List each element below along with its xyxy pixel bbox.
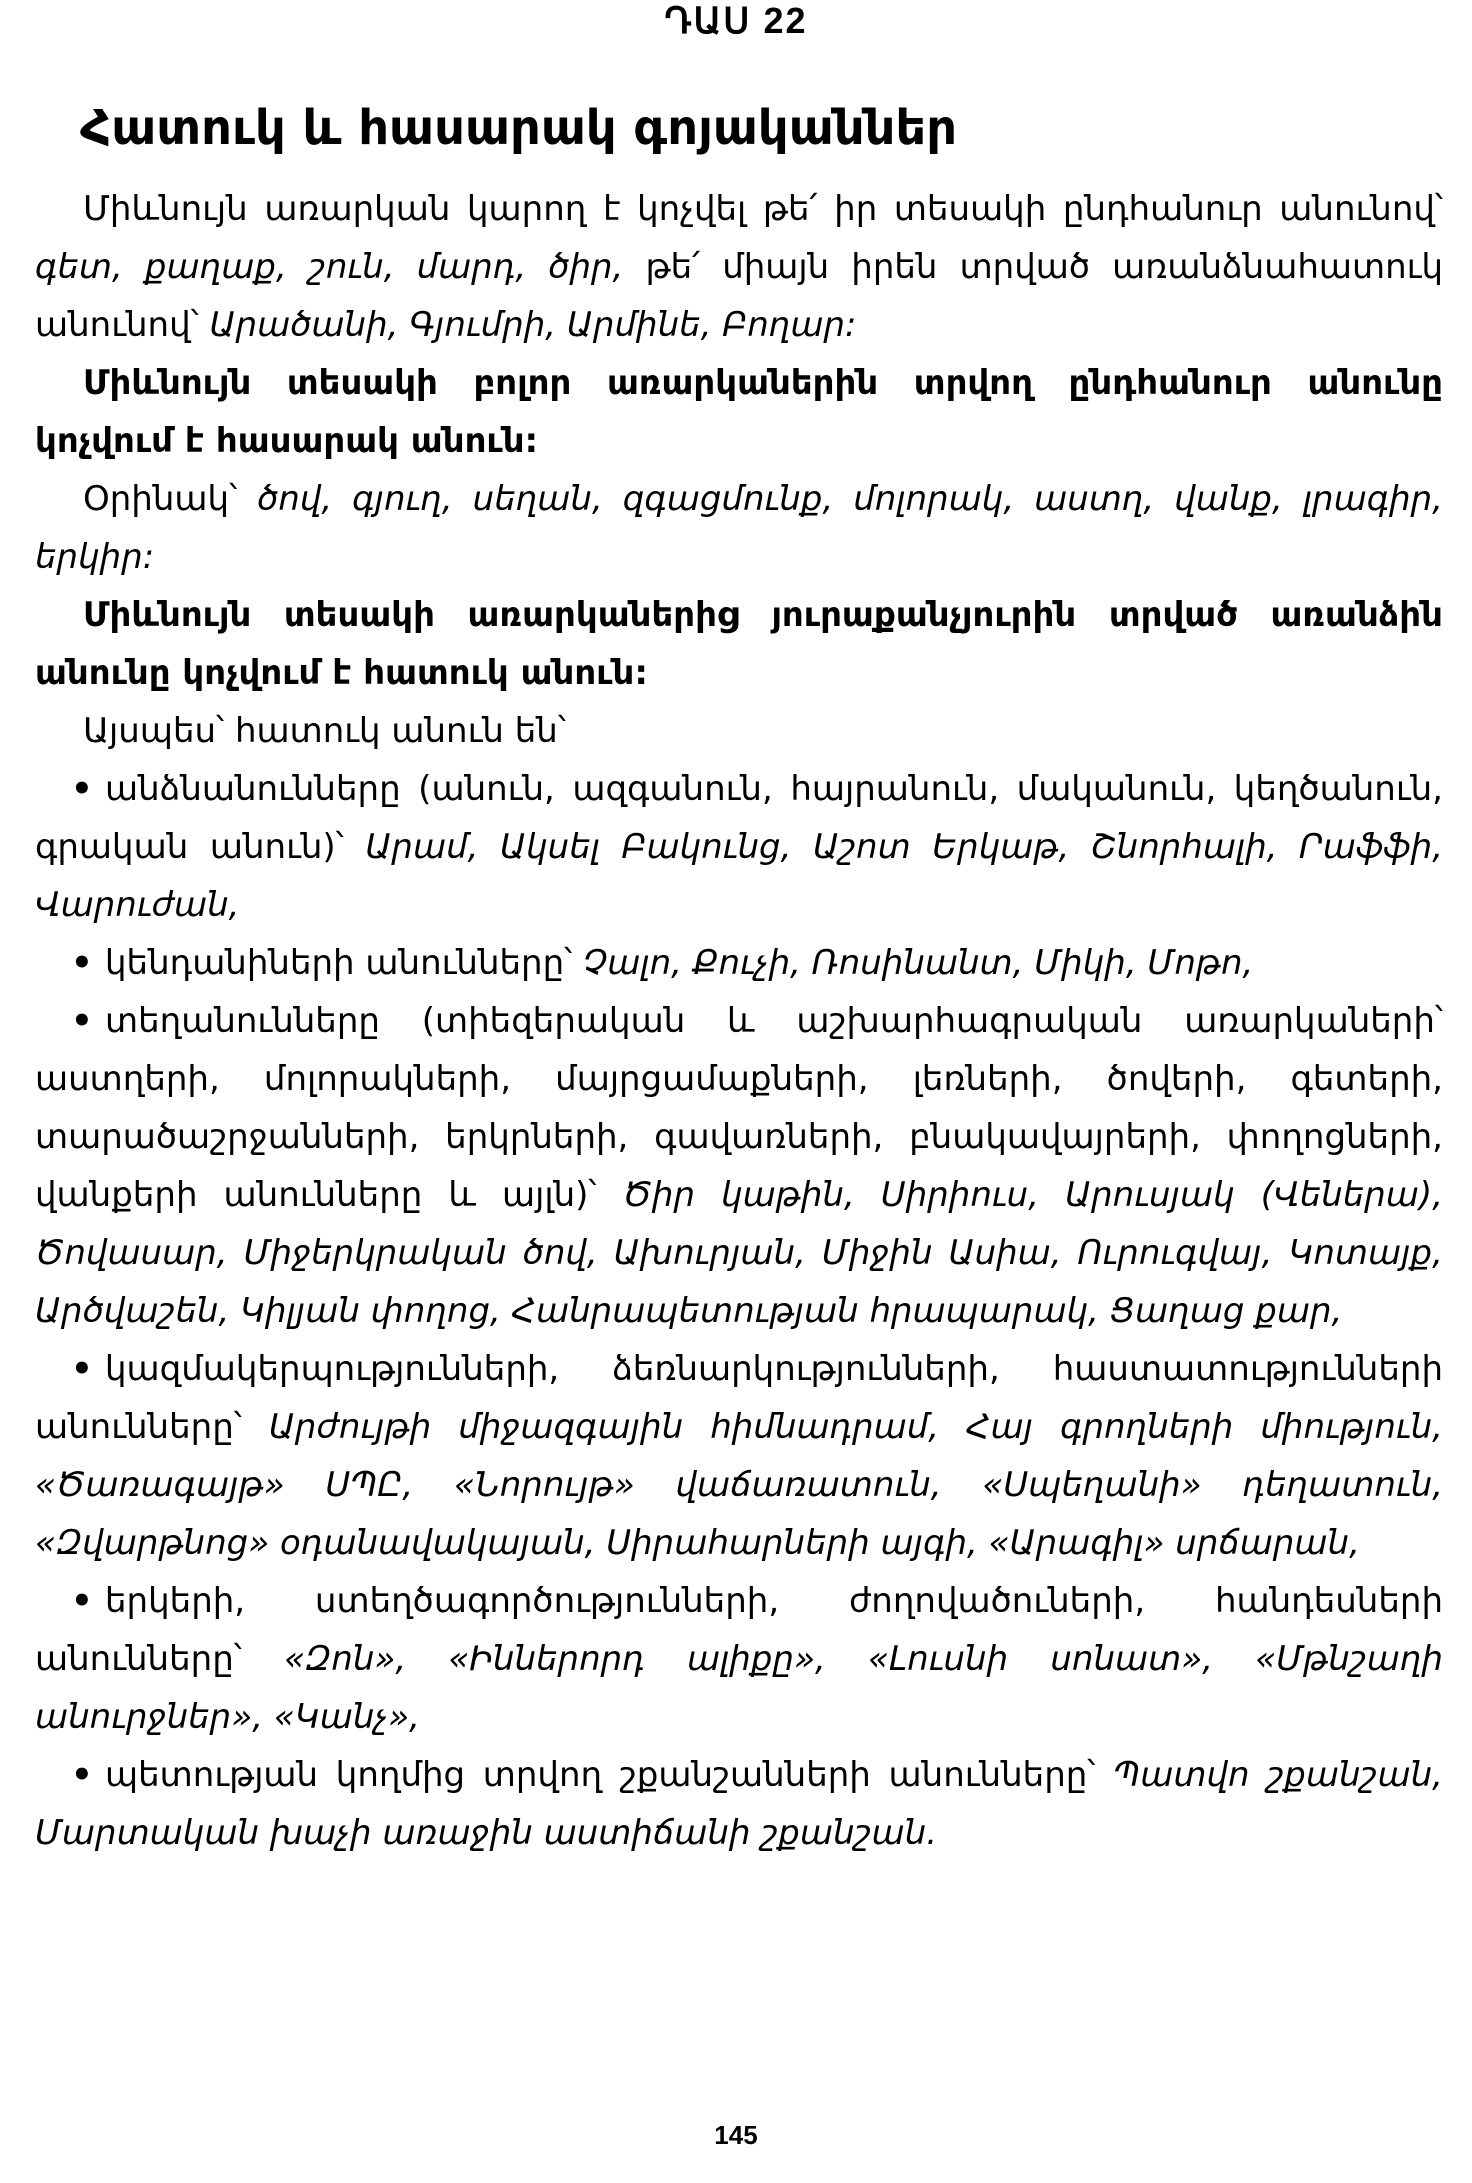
rule-proper-noun: Միևնույն տեսակի առարկաներից յուրաքանչյուրին տրված առանձին անունը կոչվում է հատուկ անուն: bbox=[35, 595, 1443, 693]
intro-proper-examples: Արածանի, Գյումրի, Արմինե, Բողար: bbox=[209, 305, 857, 345]
list-item bbox=[35, 1572, 1443, 1746]
list-item-text: երկերի, ստեղծագործությունների, ժողովածուների, հանդեսների անունները՝ bbox=[35, 1581, 1443, 1679]
list-item-text: տեղանունները (տիեզերական և աշխարհագրական առարկաների՝ աստղերի, մոլորակների, մայրցամաքների, լեռների, ծովերի, գետերի, տարածաշրջանների, երկրների, գավառների, բնակավայրերի, փողոցների, վանքերի անունները և այլն)՝ bbox=[35, 1001, 1443, 1215]
intro-common-examples: գետ, քաղաք, շուն, մարդ, ծիր, bbox=[35, 247, 624, 287]
list-item-text: պետության կողմից տրվող շքանշանների անունները՝ bbox=[105, 1755, 1114, 1795]
list-item bbox=[35, 760, 1443, 934]
list-item-examples: Ծիր կաթին, Սիրիուս, Արուսյակ (Վեներա), Ծովասար, Միջերկրական ծով, Ախուրյան, Միջին Ասիա, Ուրուգվայ, Կոտայք, Արծվաշեն, Կիլյան փողոց, Հանրապետության հրապարակ, Ցաղաց քար, bbox=[35, 1175, 1443, 1331]
list-item-examples: Պատվո շքանշան, Մարտական խաչի առաջին աստիճանի շքանշան. bbox=[35, 1755, 1443, 1853]
example-label: Օրինակ՝ bbox=[83, 479, 258, 519]
list-item-examples: Արամ, Ակսել Բակունց, Աշոտ Երկաթ, Շնորհալի, Րաֆֆի, Վարուժան, bbox=[35, 827, 1443, 925]
rule-common-noun: Միևնույն տեսակի բոլոր առարկաներին տրվող ընդհանուր անունը կոչվում է հասարակ անուն: bbox=[35, 363, 1443, 461]
list-item-text: կազմակերպությունների, ձեռնարկությունների, հաստատությունների անունները՝ bbox=[35, 1349, 1443, 1447]
list-item bbox=[35, 1746, 1443, 1862]
intro-mid-text: թե՛ միայն իրեն տրված առանձնահատուկ անունով՝ bbox=[35, 247, 1443, 345]
example-common-words: ծով, գյուղ, սեղան, զգացմունք, մոլորակ, աստղ, վանք, լրագիր, երկիր: bbox=[35, 479, 1443, 577]
intro-paragraph bbox=[35, 180, 1443, 354]
bullet-icon: • bbox=[71, 769, 93, 809]
page-title: Հատուկ և հասարակ գոյականներ bbox=[80, 100, 958, 156]
list-item-text: կենդանիների անունները՝ bbox=[105, 943, 584, 983]
list-item-examples: «Զոն», «Իններորդ ալիքը», «Լուսնի սոնատ», «Մթնշաղի անուրջներ», «Կանչ», bbox=[35, 1639, 1443, 1737]
intro-text: Միևնույն առարկան կարող է կոչվել թե՛ իր տեսակի ընդհանուր անունով՝ bbox=[83, 189, 1443, 229]
bullet-icon: • bbox=[71, 1581, 93, 1621]
list-item-examples: Չալո, Քուչի, Ռոսինանտ, Միկի, Մոթո, bbox=[583, 943, 1254, 983]
list-item bbox=[35, 992, 1443, 1340]
bullet-icon: • bbox=[71, 1001, 93, 1041]
page-number: 145 bbox=[714, 2120, 758, 2150]
body-text bbox=[35, 180, 1443, 1862]
list-item bbox=[35, 1340, 1443, 1572]
bullet-icon: • bbox=[71, 1349, 93, 1389]
list-item-examples: Արժույթի միջազգային հիմնադրամ, Հայ գրողների միություն, «Ծառագայթ» ՍՊԸ, «Նորույթ» վաճառատուն, «Սպեղանի» դեղատուն, «Զվարթնոց» օդանավակայան, Սիրահարների այգի, «Արագիլ» սրճարան, bbox=[35, 1407, 1443, 1563]
lesson-header: ԴԱՍ 22 bbox=[664, 0, 808, 41]
proper-intro: Այսպես՝ հատուկ անուն են՝ bbox=[83, 711, 566, 751]
example-common-paragraph bbox=[35, 470, 1443, 586]
list-item-text: անձնանունները (անուն, ազգանուն, հայրանուն, մականուն, կեղծանուն, գրական անուն)՝ bbox=[35, 769, 1443, 867]
bullet-icon: • bbox=[71, 1755, 93, 1795]
list-item bbox=[35, 934, 1443, 992]
bullet-icon: • bbox=[71, 943, 93, 983]
